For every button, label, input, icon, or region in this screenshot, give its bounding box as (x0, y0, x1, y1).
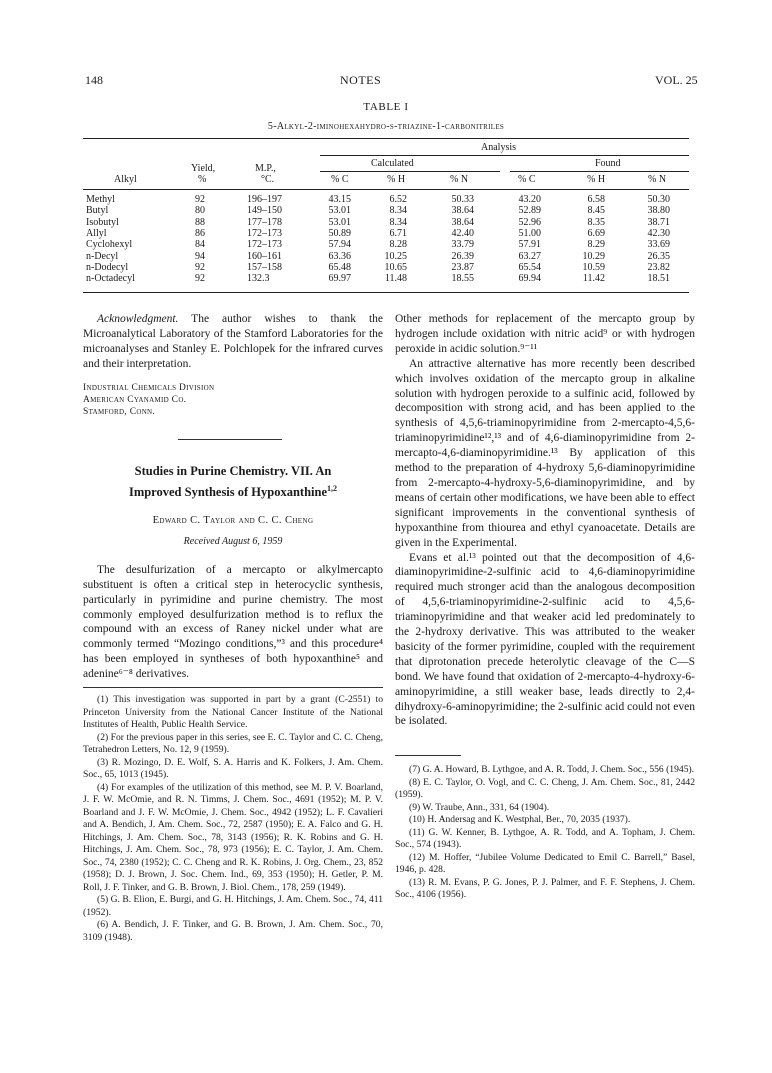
article-title-footnote-ref: 1,2 (327, 483, 338, 493)
cell-found-n: 38.80 (647, 205, 670, 217)
cell-yield: 94 (195, 250, 205, 262)
cell-calc-c: 53.01 (328, 216, 351, 228)
cell-found-h: 8.29 (587, 239, 605, 251)
footnote-rule-left (83, 687, 383, 688)
header-alkyl: Alkyl (114, 174, 137, 185)
received-date: Received August 6, 1959 (183, 535, 283, 547)
article-title-text: Improved Synthesis of Hypoxanthine (128, 484, 328, 499)
found-rule (510, 171, 689, 172)
cell-calc-c: 57.94 (328, 239, 351, 251)
cell-calc-n: 38.64 (451, 205, 474, 217)
right-column (395, 312, 695, 902)
cell-found-n: 23.82 (647, 261, 670, 273)
cell-calc-h: 6.52 (389, 194, 407, 205)
cell-calc-h: 10.65 (384, 261, 407, 273)
header-mp-bottom: °C. (261, 174, 275, 185)
cell-found-c: 69.94 (518, 273, 541, 285)
calculated-rule (320, 171, 500, 172)
footnote: (12) M. Hoffer, “Jubilee Volume Dedicated to Emil C. Barrell,” Basel, 1946, p. 428. (395, 851, 695, 876)
cell-alkyl: n-Dodecyl (86, 261, 129, 273)
cell-mp: 157–158 (247, 261, 282, 273)
header-yield-bottom: % (198, 174, 207, 185)
footnote: (1) This investigation was supported in part by a grant (C-2551) to Princeton University from the National Cancer Institute of the National Institutes of Health, Public Health Service. (83, 694, 383, 731)
affiliation-line-1: Industrial Chemicals Division (83, 382, 215, 393)
cell-mp: 132.3 (247, 273, 270, 285)
cell-calc-c: 63.36 (328, 250, 351, 262)
cell-alkyl: Butyl (86, 205, 109, 217)
cell-calc-h: 6.71 (389, 227, 407, 239)
cell-found-h: 8.35 (587, 216, 605, 228)
footnote: (13) R. M. Evans, P. G. Jones, P. J. Palmer, and F. F. Stephens, J. Chem. Soc., 4106 (1956). (395, 876, 695, 901)
table-top-rule (83, 138, 689, 139)
cell-found-n: 50.30 (647, 194, 670, 205)
left-footnotes (83, 694, 383, 944)
footnote: (5) G. B. Elion, E. Burgi, and G. H. Hitchings, J. Am. Chem. Soc., 74, 411 (1952). (83, 894, 383, 918)
cell-found-c: 52.89 (518, 205, 541, 217)
cell-found-c: 43.20 (518, 194, 541, 205)
cell-alkyl: n-Octadecyl (86, 273, 135, 285)
cell-calc-c: 50.89 (328, 227, 351, 239)
header-found-h: % H (587, 174, 606, 185)
cell-calc-h: 8.28 (389, 239, 407, 251)
cell-found-c: 63.27 (518, 250, 541, 262)
affiliation-line-2: American Cyanamid Co. (83, 394, 187, 405)
cell-calc-n: 50.33 (451, 194, 474, 205)
cell-found-h: 11.42 (582, 273, 605, 285)
cell-found-n: 33.69 (647, 239, 670, 251)
cell-mp: 172–173 (247, 227, 282, 239)
cell-yield: 80 (195, 205, 205, 217)
cell-calc-c: 53.01 (328, 205, 351, 217)
cell-yield: 88 (195, 216, 205, 228)
cell-alkyl: Isobutyl (86, 216, 119, 228)
cell-found-c: 65.54 (518, 261, 541, 273)
cell-alkyl: Methyl (86, 194, 115, 205)
cell-alkyl: n-Decyl (86, 250, 119, 262)
cell-calc-n: 23.87 (451, 261, 474, 273)
header-found-n: % N (648, 174, 667, 185)
cell-alkyl: Cyclohexyl (86, 239, 133, 251)
cell-mp: 177–178 (247, 216, 282, 228)
footnote: (3) R. Mozingo, D. E. Wolf, S. A. Harris and K. Folkers, J. Am. Chem. Soc., 65, 1013 (1945). (83, 756, 383, 781)
footnote: (8) E. C. Taylor, O. Vogl, and C. C. Cheng, J. Am. Chem. Soc., 81, 2442 (1959). (395, 776, 695, 801)
footnote: (6) A. Bendich, J. F. Tinker, and G. B. Brown, J. Am. Chem. Soc., 70, 3109 (1948). (83, 919, 383, 943)
acknowledgment-paragraph (83, 312, 383, 372)
acknowledgment-lead: Acknowledgment. (97, 313, 179, 325)
body-paragraph-1: Other methods for replacement of the mercapto group by hydrogen include oxidation with nitric acid⁹ or with hydrogen peroxide in acidic solution.⁹⁻¹¹ (395, 313, 695, 355)
left-column (83, 312, 383, 944)
header-analysis: Analysis (481, 142, 516, 153)
cell-calc-h: 8.34 (389, 216, 407, 228)
footnote: (4) For examples of the utilization of this method, see M. P. V. Boarland, J. F. W. McOmie, and R. N. Timms, J. Chem. Soc., 4691 (1952); M. P. V. Boarland and J. F. W. McOmie, J. Chem. Soc., 4942 (1952); L. F. Cavalieri and A. Bendich, J. Am. Chem. Soc., 72, 2587 (1950); E. A. Falco and G. H. Hitchings, J. Am. Chem. Soc., 78, 3143 (1956); R. K. Robins and G. H. Hitchings, J. Am. Chem. Soc., 78, 973 (1956); E. C. Taylor, J. Am. Chem. Soc., 74, 2380 (1952); C. C. Cheng and R. K. Robins, J. Org. Chem., 23, 852 (1958); D. J. Brown, J. Soc. Chem. Ind., 69, 353 (1950); H. Getler, P. M. Roll, J. F. Tinker, and G. B. Brown, J. Biol. Chem., 178, 259 (1949). (83, 781, 383, 893)
page-number: 148 (85, 73, 103, 87)
header-bottom-rule (83, 189, 689, 190)
article-title-line-2 (83, 480, 383, 501)
header-calc-c: % C (331, 174, 349, 185)
cell-mp: 196–197 (247, 194, 282, 205)
table-caption: 5-Alkyl-2-iminohexahydro-s-triazine-1-carbonitriles (267, 121, 505, 132)
header-calc-n: % N (450, 174, 469, 185)
footnote: (11) G. W. Kenner, B. Lythgoe, A. R. Todd, and A. Topham, J. Chem. Soc., 574 (1943). (395, 826, 695, 851)
cell-found-c: 52.96 (518, 216, 541, 228)
cell-alkyl: Allyl (86, 227, 107, 239)
table-bottom-rule (83, 292, 689, 293)
footnote: (7) G. A. Howard, B. Lythgoe, and A. R. Todd, J. Chem. Soc., 556 (1945). (409, 764, 695, 776)
cell-found-h: 10.59 (582, 261, 605, 273)
cell-mp: 149–150 (247, 205, 282, 217)
volume-label: VOL. 25 (655, 73, 698, 87)
right-footnotes (395, 764, 695, 902)
acknowledgment-text: The author wishes to thank the Microanalytical Laboratory of the Stamford Laboratories for the microanalyses and Stanley E. Polchlopek for the infrared curves and their interpretation. (83, 313, 383, 370)
header-yield-top: Yield, (191, 163, 216, 174)
cell-found-n: 38.71 (647, 216, 670, 228)
header-mp-top: M.P., (255, 163, 276, 174)
analysis-rule (320, 155, 689, 156)
cell-found-h: 6.69 (587, 227, 605, 239)
cell-calc-n: 42.40 (451, 227, 474, 239)
cell-calc-n: 18.55 (451, 273, 474, 285)
cell-found-h: 6.58 (587, 194, 605, 205)
footnote-rule-right (395, 755, 461, 756)
cell-found-c: 51.00 (518, 227, 541, 239)
cell-found-c: 57.91 (518, 239, 541, 251)
table-title: TABLE I (363, 101, 409, 113)
cell-found-n: 26.35 (647, 250, 670, 262)
cell-calc-c: 43.15 (328, 194, 351, 205)
intro-paragraph: The desulfurization of a mercapto or alkylmercapto substituent is often a critical step in heterocyclic synthesis, particularly in pyrimidine and purine chemistry. The most commonly employed desulfurization method is to reflux the compound with an excess of Raney nickel under what are commonly termed “Mozingo conditions,”³ and this procedure⁴ has been employed in syntheses of both hypoxanthine⁵ and adenine⁶⁻⁸ derivatives. (83, 563, 383, 681)
footnote: (10) H. Andersag and K. Westphal, Ber., 70, 2035 (1937). (409, 814, 631, 826)
header-found: Found (595, 158, 621, 169)
section-header: NOTES (340, 73, 382, 87)
cell-found-n: 42.30 (647, 227, 670, 239)
cell-found-n: 18.51 (647, 273, 670, 285)
cell-calc-h: 8.34 (389, 205, 407, 217)
body-paragraph-2: An attractive alternative has more recently been described which involves oxidation of the mercapto group in alkaline solution with hydrogen peroxide to a sulfinic acid, followed by decomposition with strong acid, and has been applied to the synthesis of 4,5,6-triaminopyrimidine from 2-mercapto-4,5,6-triaminopyrimidine¹²,¹³ and of 4,6-diaminopyrimidine from 2-mercapto-4,6-diaminopyrimidine.¹³ By application of this method to the preparation of 4-hydroxy 5,6-diaminopyrimidine from 2-mercapto-4-hydroxy-5,6-diaminopyrimidine, and by means of certain other modifications, we have been able to effect significant improvements in the conventional synthesis of hypoxanthine from thiourea and ethyl cyanoacetate. Details are given in the Experimental. (395, 357, 695, 549)
cell-calc-c: 69.97 (328, 273, 351, 285)
cell-yield: 92 (195, 194, 205, 205)
cell-found-h: 8.45 (587, 205, 605, 217)
cell-mp: 172–173 (247, 239, 282, 251)
cell-yield: 92 (195, 273, 205, 285)
cell-found-h: 10.29 (582, 250, 605, 262)
cell-yield: 86 (195, 227, 205, 239)
footnote: (9) W. Traube, Ann., 331, 64 (1904). (409, 801, 550, 813)
cell-calc-h: 10.25 (384, 250, 407, 262)
cell-mp: 160–161 (247, 250, 282, 262)
header-calculated: Calculated (371, 158, 414, 169)
cell-calc-n: 26.39 (451, 250, 474, 262)
cell-calc-h: 11.48 (384, 273, 407, 285)
cell-yield: 92 (195, 261, 205, 273)
affiliation-line-3: Stamford, Conn. (83, 406, 156, 417)
cell-yield: 84 (195, 239, 205, 251)
cell-calc-n: 38.64 (451, 216, 474, 228)
body-paragraph-3: Evans et al.¹³ pointed out that the decomposition of 4,6-diaminopyrimidine-2-sulfinic acid to 4,6-diaminopyrimidine required much stronger acid than the analogous decomposition of 4,5,6-triaminopyrimidine-2-sulfinic acid to 4,5,6-triaminopyrimidine and that weaker acid led predominately to the 2-hydroxy derivative. This was attributed to the weaker basicity of the former pyrimidine, coupled with the requirement that diprotonation precede heterolytic cleavage of the C—S bond. We have found that oxidation of 2-mercapto-4-hydroxy-6-aminopyrimidine, a still weaker base, leads directly to 2,4-dihydroxy-6-aminopyrimidine; the 2-sulfinic acid could not even be isolated. (395, 551, 695, 728)
article-authors: Edward C. Taylor and C. C. Cheng (152, 514, 314, 526)
cell-calc-n: 33.79 (451, 239, 474, 251)
article-title-line-1: Studies in Purine Chemistry. VII. An (134, 463, 332, 478)
cell-calc-c: 65.48 (328, 261, 351, 273)
footnote: (2) For the previous paper in this series, see E. C. Taylor and C. C. Cheng, Tetrahedron Letters, No. 12, 9 (1959). (83, 731, 383, 756)
header-calc-h: % H (387, 174, 406, 185)
header-found-c: % C (518, 174, 536, 185)
